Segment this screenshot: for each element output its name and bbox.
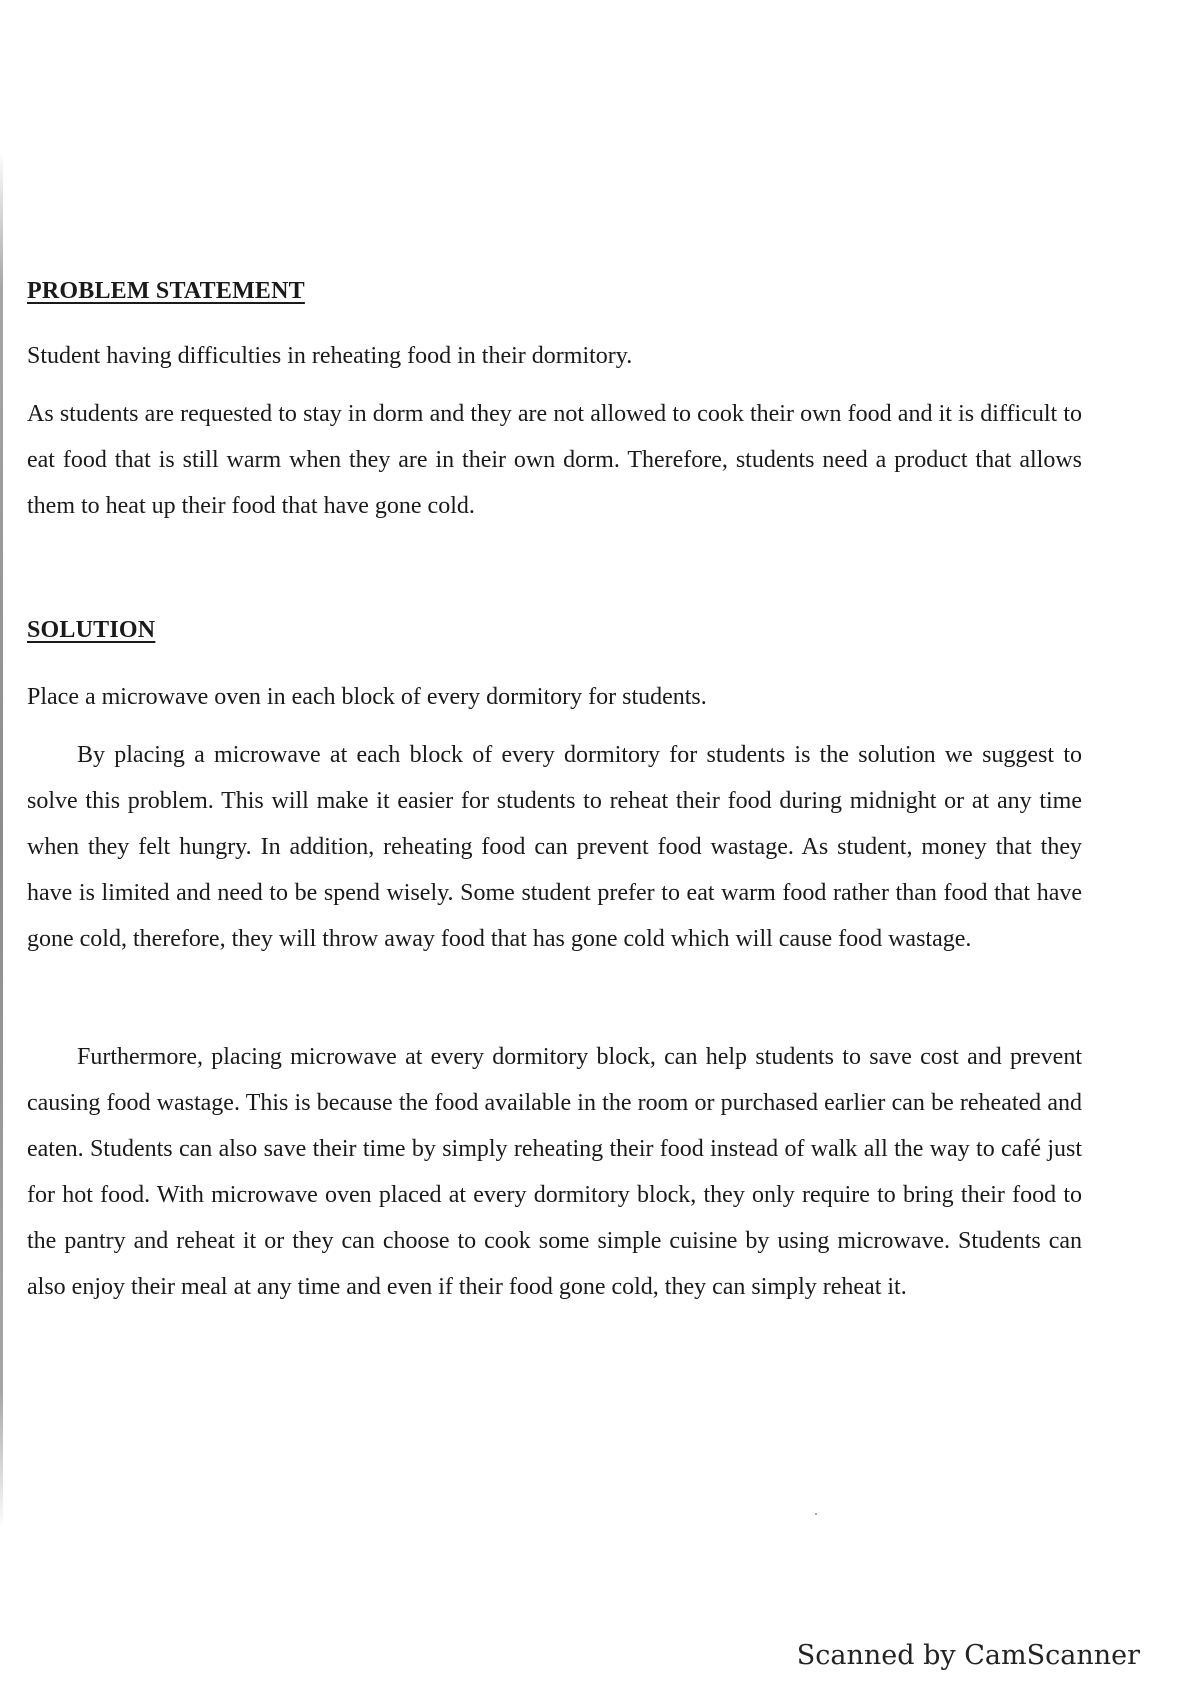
problem-summary: Student having difficulties in reheating food in their dormitory.: [27, 343, 633, 369]
solution-paragraph-2: Furthermore, placing microwave at every dormitory block, can help students to save cost and prevent causing food wastage. This is because the food available in the room or purchased earlier can be reheated and eaten. Students can also save their time by simply reheating their food instead of walk all the way to café just for hot food. With microwave oven placed at every dormitory block, they only require to bring their food to the pantry and reheat it or they can choose to cook some simple cuisine by using microwave. Students can also enjoy their meal at any time and even if their food gone cold, they can simply reheat it.: [27, 1044, 1082, 1300]
solution-paragraph-1: By placing a microwave at each block of every dormitory for students is the solution we suggest to solve this problem. This will make it easier for students to reheat their food during midnight or at any time when they felt hungry. In addition, reheating food can prevent food wastage. As student, money that they have is limited and need to be spend wisely. Some student prefer to eat warm food rather than food that have gone cold, therefore, they will throw away food that has gone cold which will cause food wastage.: [27, 742, 1082, 952]
camscanner-watermark: Scanned by CamScanner: [796, 1640, 1140, 1671]
solution-heading: SOLUTION: [27, 617, 156, 643]
solution-summary: Place a microwave oven in each block of every dormitory for students.: [27, 684, 707, 710]
scan-speck: [815, 1513, 817, 1515]
problem-statement-heading: PROBLEM STATEMENT: [27, 278, 305, 304]
scan-edge-shadow: [0, 150, 3, 1530]
document-page: [27, 270, 1082, 1310]
problem-detail-paragraph: As students are requested to stay in dorm and they are not allowed to cook their own food and it is difficult to eat food that is still warm when they are in their own dorm. Therefore, students need a product that allows them to heat up their food that have gone cold.: [27, 401, 1082, 519]
